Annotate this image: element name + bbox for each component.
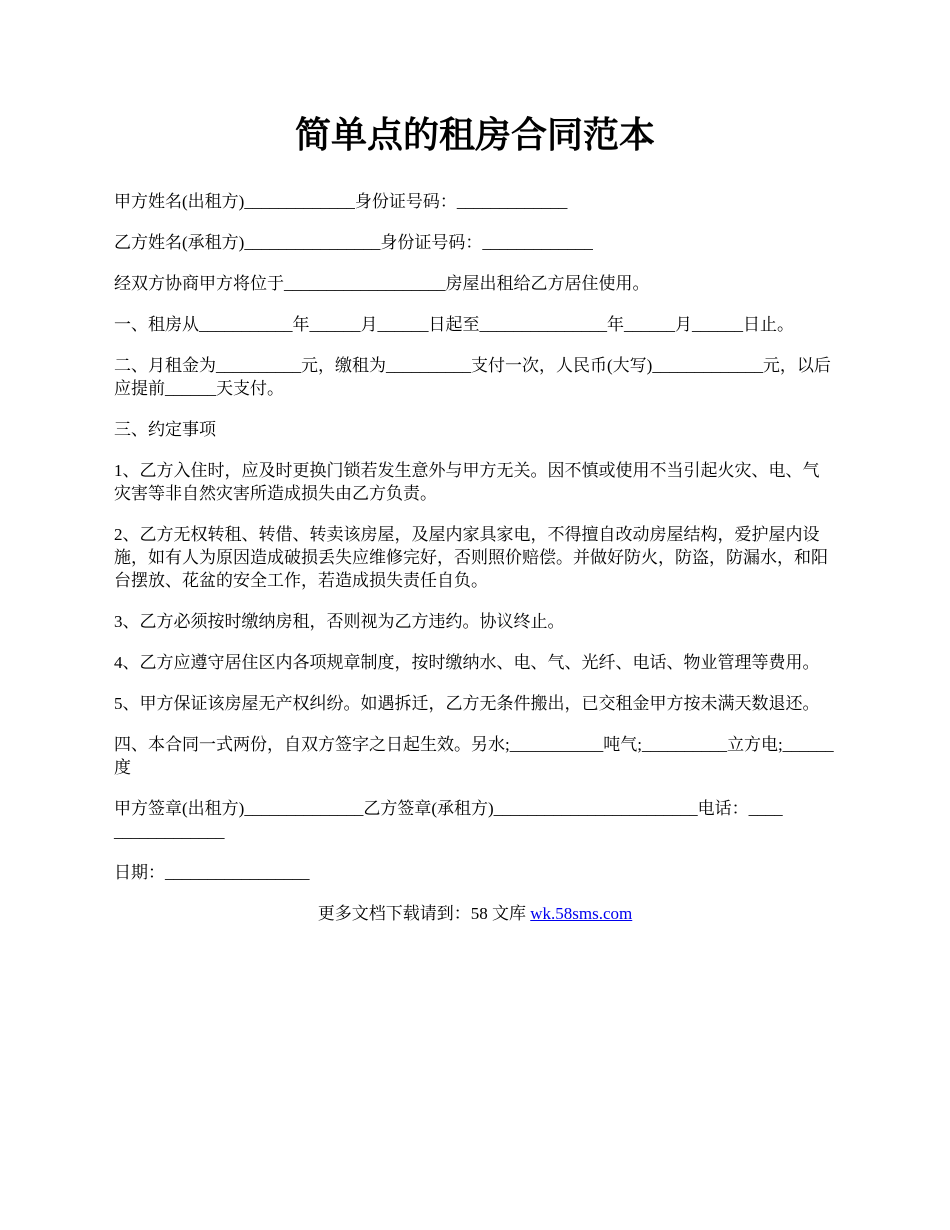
party-b-line: 乙方姓名(承租方)________________身份证号码：_____________	[114, 233, 593, 252]
party-a-line: 甲方姓名(出租方)_____________身份证号码：_____________	[114, 192, 568, 211]
footer-text: 更多文档下载请到：58 文库	[317, 904, 531, 923]
clause-4-effectiveness: 四、本合同一式两份，自双方签字之日起生效。另水;___________吨气;__________立方电;______度	[114, 735, 834, 777]
term-5: 5、甲方保证该房屋无产权纠纷。如遇拆迁，乙方无条件搬出，已交租金甲方按未满天数退还。	[114, 694, 820, 713]
document-title: 简单点的租房合同范本	[294, 115, 655, 156]
term-2: 2、乙方无权转租、转借、转卖该房屋，及屋内家具家电，不得擅自改动房屋结构，爱护屋内设施，如有人为原因造成破损丢失应维修完好，否则照价赔偿。并做好防火，防盗，防漏水，和阳台摆放、花盆的安全工作，若造成损失责任自负。	[114, 525, 828, 590]
download-footer	[114, 902, 836, 925]
clause-3-heading: 三、约定事项	[114, 420, 216, 439]
date-line: 日期：_________________	[114, 863, 310, 882]
clause-2-rent-amount: 二、月租金为__________元，缴租为__________支付一次，人民币(大写)_____________元，以后应提前______天支付。	[114, 356, 831, 398]
signature-line: 甲方签章(出租方)______________乙方签章(承租方)________________________电话：____ _____________	[114, 799, 783, 841]
property-location-line: 经双方协商甲方将位于___________________房屋出租给乙方居住使用。	[114, 274, 650, 293]
term-4: 4、乙方应遵守居住区内各项规章制度，按时缴纳水、电、气、光纤、电话、物业管理等费用。	[114, 653, 820, 672]
footer-link[interactable]: wk.58sms.com	[530, 904, 633, 923]
term-3: 3、乙方必须按时缴纳房租，否则视为乙方违约。协议终止。	[114, 612, 565, 631]
term-1: 1、乙方入住时，应及时更换门锁若发生意外与甲方无关。因不慎或使用不当引起火灾、电、气灾害等非自然灾害所造成损失由乙方负责。	[114, 461, 820, 503]
clause-1-rental-period: 一、租房从___________年______月______日起至_______________年______月______日止。	[114, 315, 794, 334]
